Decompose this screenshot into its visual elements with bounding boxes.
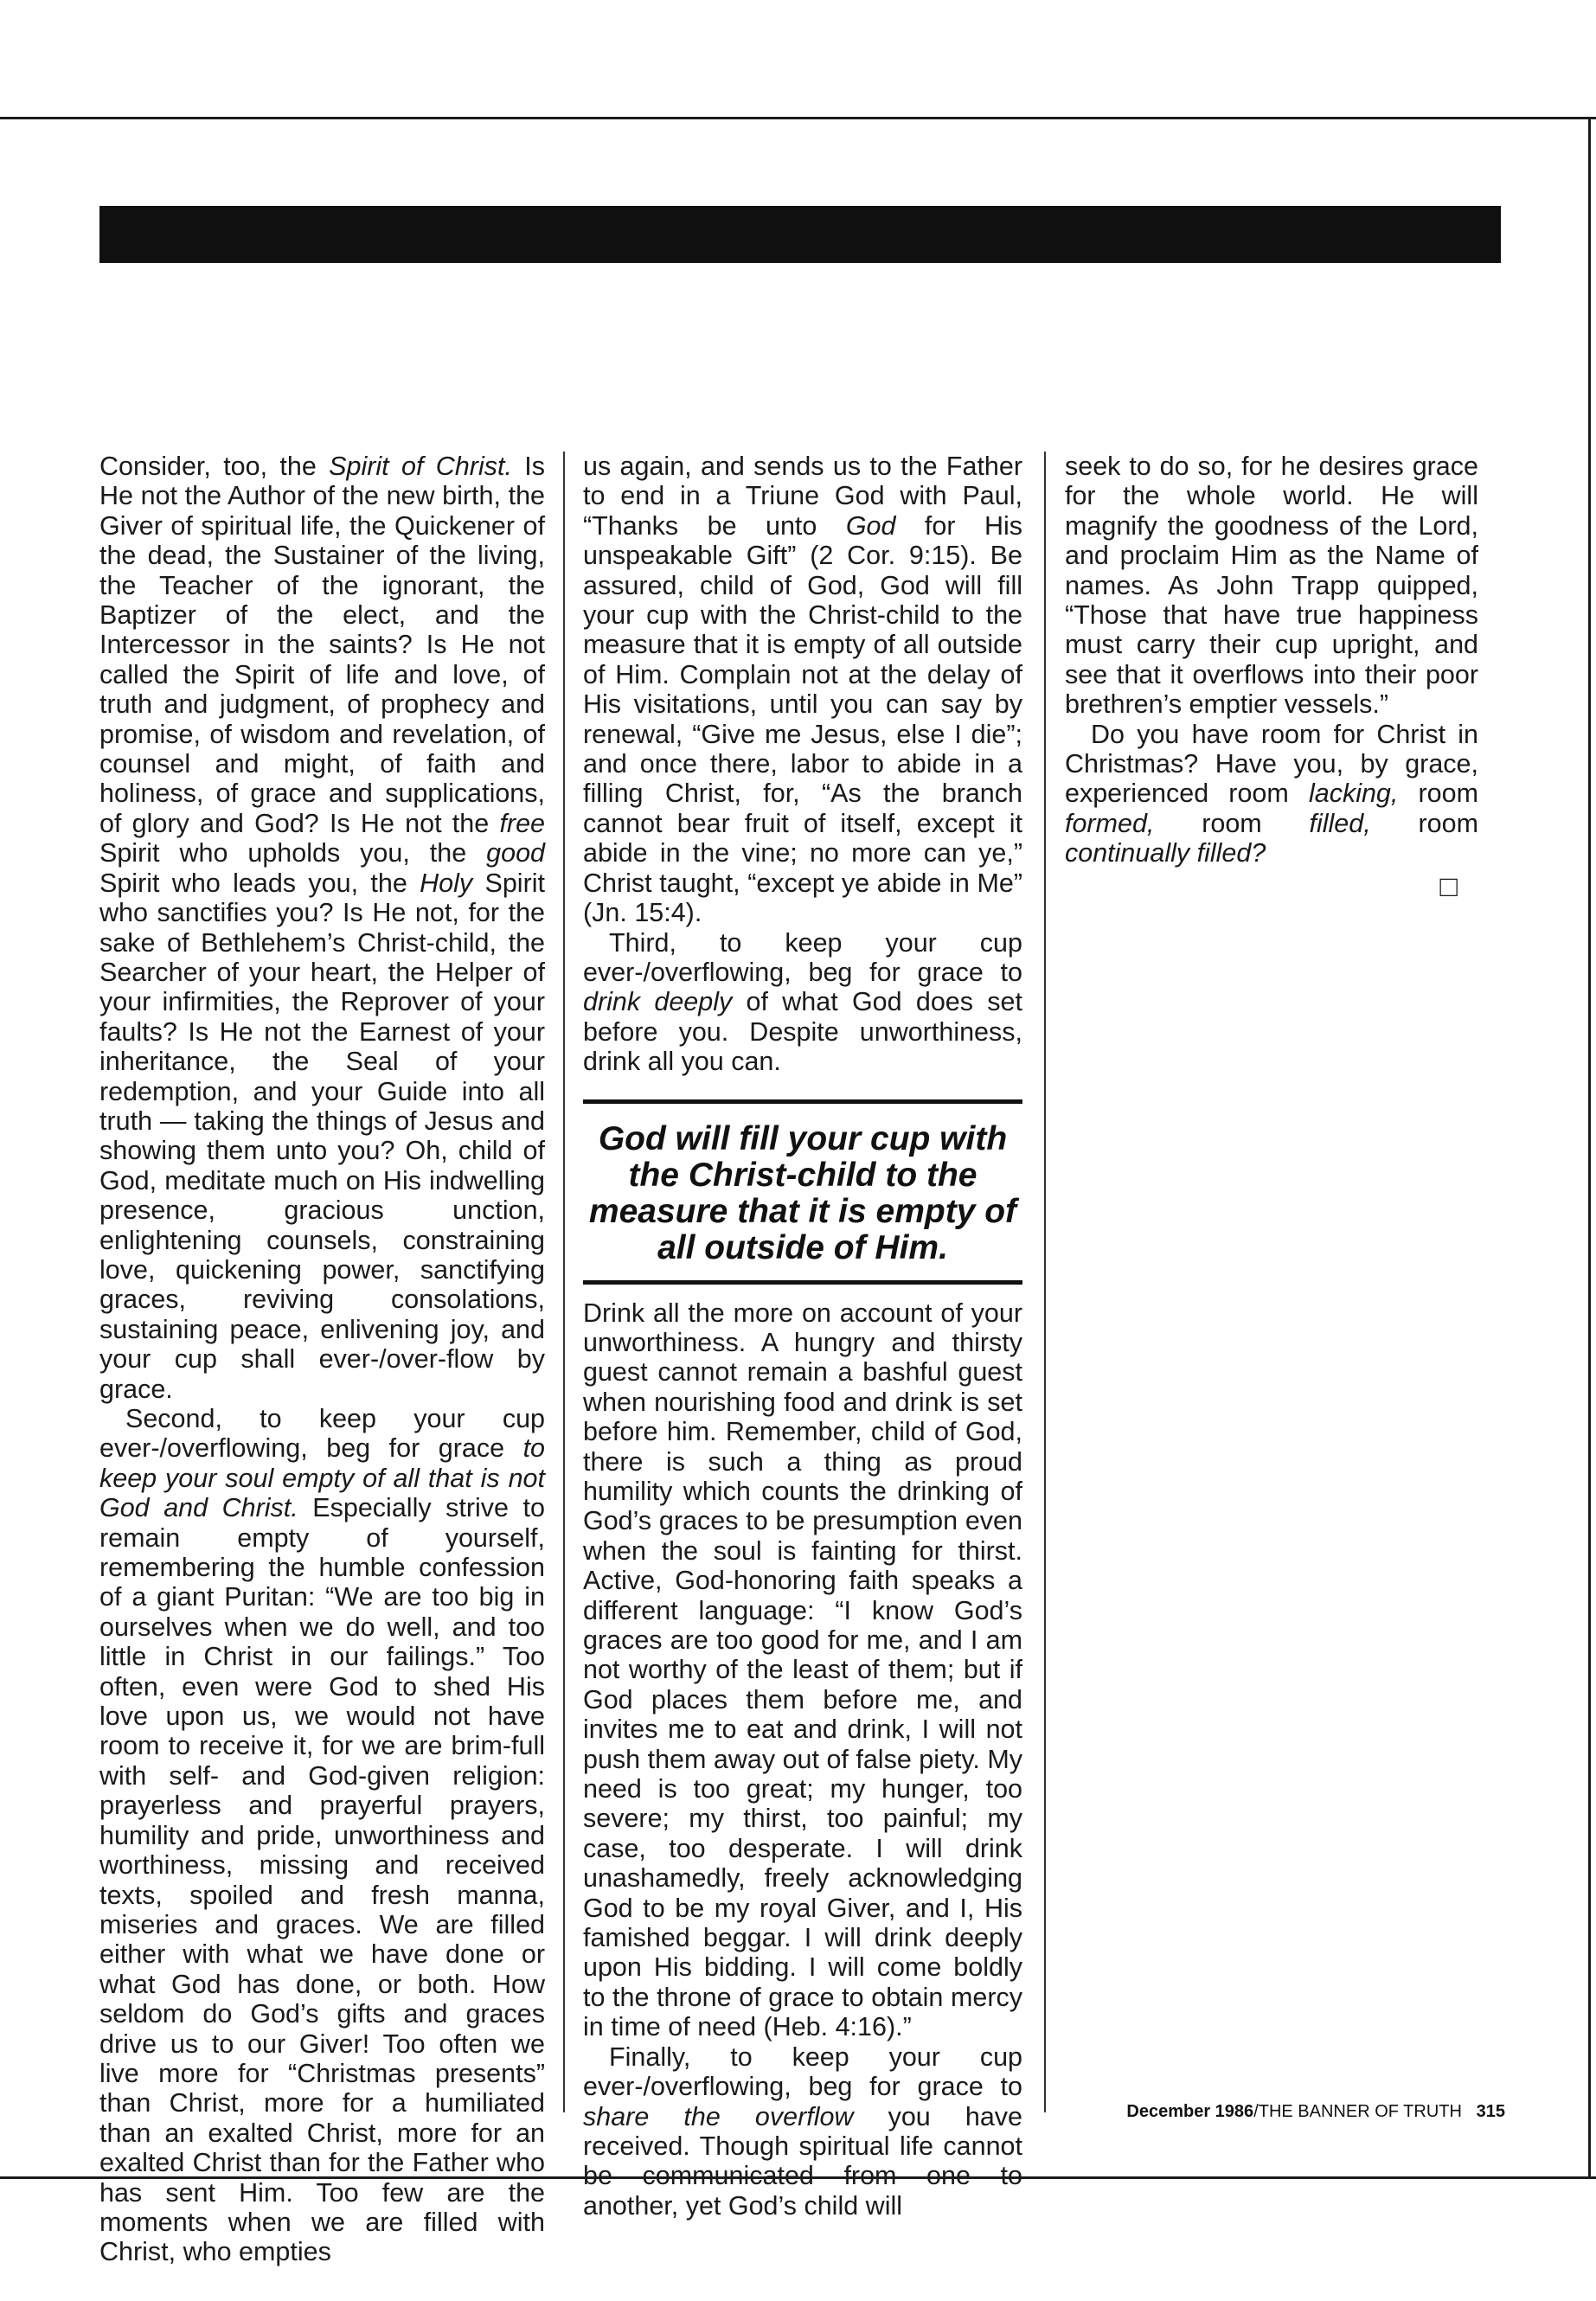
italic-run: Holy xyxy=(420,868,473,898)
italic-run: free xyxy=(499,808,545,838)
italic-run: Spirit of Christ. xyxy=(329,452,512,481)
page-footer xyxy=(1003,2102,1505,2122)
text-run: Third, to keep your cup ever-/overflowing, beg for grace to xyxy=(583,927,1022,987)
col2-paragraph-4 xyxy=(583,2042,1022,2221)
col1-paragraph-1 xyxy=(99,452,545,1404)
col2-paragraph-3 xyxy=(583,1298,1022,2042)
column-divider-2 xyxy=(1044,452,1046,2112)
italic-run: share the overflow xyxy=(583,2101,854,2131)
column-divider-1 xyxy=(563,452,565,2112)
italic-run: continually filled? xyxy=(1065,838,1266,868)
col2-paragraph-1 xyxy=(583,452,1022,928)
italic-run: good xyxy=(486,838,545,868)
text-run: seek to do so, for he desires grace for the whole world. He will magnify the goodness of the Lord, and proclaim Him as the Name of names. As John Trapp quipped, “Those that have true happiness must carry their cup upright, and see that it overflows into their poor brethren’s emptier vessels.” xyxy=(1065,452,1478,720)
article-column-3 xyxy=(1065,452,1478,903)
pull-quote: God will fill your cup with the Christ-child to the measure that it is empty of all outside of Him. xyxy=(583,1099,1022,1285)
text-run: Spirit who leads you, the xyxy=(99,868,420,898)
text-run: us again, and sends us to the Father to end in a Triune God with Paul, “Thanks be unto xyxy=(583,452,1022,541)
text-run: Spirit who upholds you, the xyxy=(99,838,487,868)
footer-date: December 1986 xyxy=(1126,2102,1254,2121)
end-of-article-box-icon: □ xyxy=(1439,869,1458,903)
footer-separator: / xyxy=(1253,2102,1259,2121)
italic-run: filled, xyxy=(1309,808,1371,838)
article-column-2 xyxy=(583,452,1022,2221)
text-run: you have received. Though spiritual life cannot be communicated from one to another, yet God’s child will xyxy=(583,2101,1023,2221)
page-frame-right-rule xyxy=(1588,119,1591,2178)
text-run: Especially strive to remain empty of yourself, remembering the humble confession of a giant Puritan: “We are too big in ourselves when we do well, and too little in Christ in our failings.” Too often, even were God to shed His love upon us, we would not have room to receive it, for we are brim-full with self- and God-given religion: prayerless and prayerful prayers, humility and pride, unworthiness and worthiness, missing and received texts, spoiled and fresh manna, miseries and graces. We are filled either with what we have done or what God has done, or both. How seldom do God’s gifts and graces drive us to our Giver! Too often we live more for “Christmas presents” than Christ, more for a humiliated than an exalted Christ, more for an exalted Christ than for the Father who has sent Him. Too few are the moments when we are filled with Christ, who empties xyxy=(99,1493,545,2267)
page-frame-top-rule xyxy=(0,117,1596,119)
text-run: for His unspeakable Gift” (2 Cor. 9:15). Be assured, child of God, God will fill your cup with the Christ-child to the measure that it is empty of all outside of Him. Complain not at the delay of His visitations, until you can say by renewal, “Give me Jesus, else I die”; and once there, labor to abide in a filling Christ, for, “As the branch cannot bear fruit of itself, except it abide in the vine; no more can ye,” Christ taught, “except ye abide in Me” (Jn. 15:4). xyxy=(583,510,1023,928)
article-column-1 xyxy=(99,452,545,2267)
text-run: Is He not the Author of the new birth, the Giver of spiritual life, the Quickener of the dead, the Sustainer of the living, the Teacher of the ignorant, the Baptizer of the elect, and the Intercessor in the saints? Is He not called the Spirit of life and love, of truth and judgment, of prophecy and promise, of wisdom and revelation, of counsel and might, of faith and holiness, of grace and supplications, of glory and God? Is He not the xyxy=(99,452,545,838)
text-run: of what God does set before you. Despite unworthiness, drink all you can. xyxy=(583,987,1022,1077)
italic-run: drink deeply xyxy=(583,987,733,1017)
text-run: Consider, too, the xyxy=(99,452,330,481)
text-run: Do you have room for Christ in Christmas? Have you, by grace, experienced room xyxy=(1065,719,1478,809)
text-run: Drink all the more on account of your unworthiness. A hungry and thirsty guest cannot remain a bashful guest when nourishing food and drink is set before him. Remember, child of God, there is such a thing as proud humility which counts the drinking of God’s graces to be presumption even when the soul is fainting for thirst. Active, God-honoring faith speaks a different language: “I know God’s graces are too good for me, and I am not worthy of the least of them; but if God places them before me, and invites me to eat and drink, I will not push them away out of false piety. My need is too great; my hunger, too severe; my thirst, too painful; my case, too desperate. I will drink unashamedly, freely acknowledging God to be my royal Giver, and I, His famished beggar. I will drink deeply upon His bidding. I will come boldly to the throne of grace to obtain mercy in time of need (Heb. 4:16).” xyxy=(583,1298,1023,2042)
text-run: Spirit who sanctifies you? Is He not, for the sake of Bethlehem’s Christ-child, the Searcher of your heart, the Helper of your infirmities, the Reprover of your faults? Is He not the Earnest of your inheritance, the Seal of your redemption, and your Guide into all truth — taking the things of Jesus and showing them unto you? Oh, child of God, meditate much on His indwelling presence, gracious unction, enlightening counsels, constraining love, quickening power, sanctifying graces, reviving consolations, sustaining peace, enlivening joy, and your cup shall ever-/over-flow by grace. xyxy=(99,868,545,1404)
col1-paragraph-2 xyxy=(99,1404,545,2267)
col3-paragraph-2 xyxy=(1065,720,1478,868)
italic-run: God xyxy=(845,510,896,541)
page-number: 315 xyxy=(1476,2102,1505,2121)
italic-run: lacking, xyxy=(1308,779,1399,809)
italic-run: to keep your soul empty of all that is not God and Christ. xyxy=(99,1433,545,1523)
text-run: room xyxy=(1370,808,1478,838)
text-run: Second, to keep your cup ever-/overflowing, beg for grace xyxy=(99,1404,545,1464)
text-run: room xyxy=(1398,779,1479,809)
italic-run: formed, xyxy=(1065,808,1155,838)
col3-paragraph-1 xyxy=(1065,452,1478,720)
footer-publication: THE BANNER OF TRUTH xyxy=(1258,2102,1462,2121)
text-run: room xyxy=(1154,808,1310,838)
header-black-bar xyxy=(99,206,1501,263)
col2-paragraph-2 xyxy=(583,928,1022,1077)
text-run: Finally, to keep your cup ever-/overflowing, beg for grace to xyxy=(583,2041,1022,2102)
